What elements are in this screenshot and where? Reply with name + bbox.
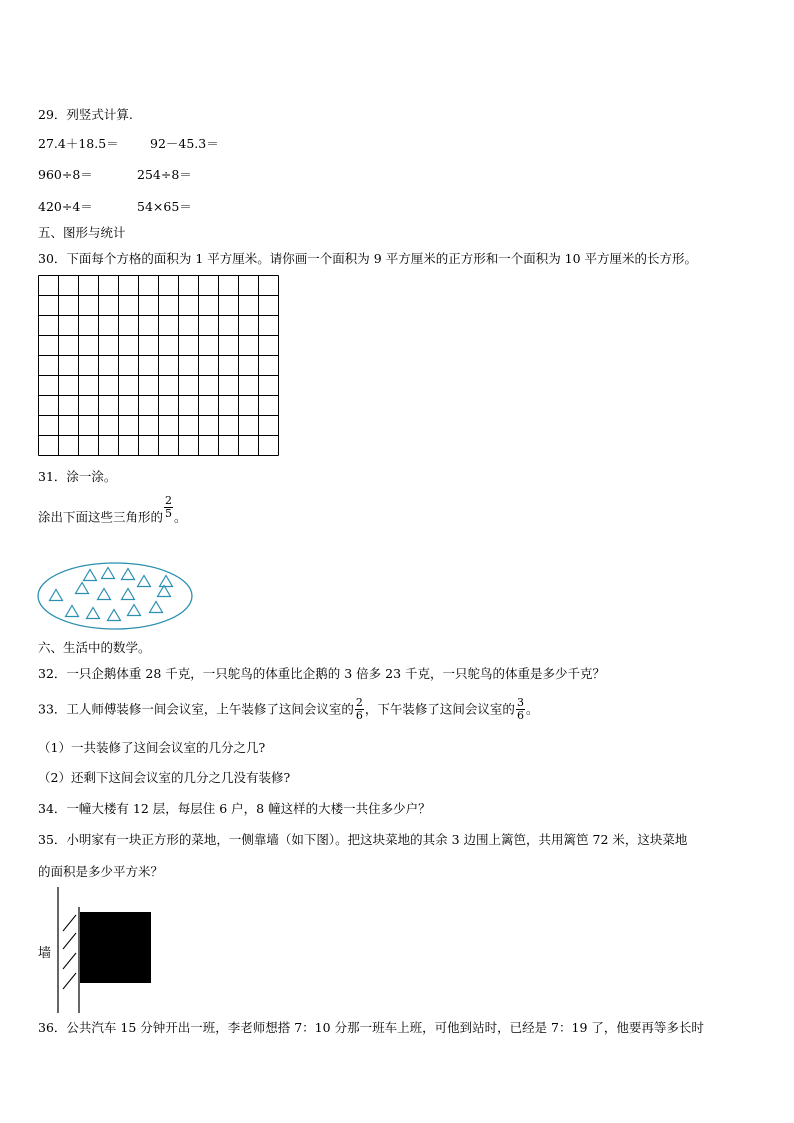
q30-text: 30．下面每个方格的面积为 1 平方厘米。请你画一个面积为 9 平方厘米的正方形和一个面积为 10 平方厘米的长方形。 bbox=[38, 251, 698, 266]
q31-fraction bbox=[164, 495, 173, 520]
q31-title: 31．涂一涂。 bbox=[38, 469, 117, 484]
q33-fraction-2 bbox=[516, 697, 525, 722]
section-5-heading: 五、图形与统计 bbox=[38, 225, 126, 240]
triangle-shape[interactable] bbox=[98, 589, 111, 600]
wall-hatch bbox=[63, 953, 76, 969]
wall-garden-figure bbox=[30, 887, 160, 1013]
triangle-shape[interactable] bbox=[122, 569, 135, 580]
q29-expr-3a: 420÷4＝ bbox=[38, 199, 93, 214]
q33-sub-2: （2）还剩下这间会议室的几分之几没有装修? bbox=[38, 770, 291, 785]
triangle-shape[interactable] bbox=[87, 608, 100, 619]
triangle-shape[interactable] bbox=[128, 605, 141, 616]
fraction-numerator: 3 bbox=[516, 696, 524, 709]
triangle-shape[interactable] bbox=[160, 576, 173, 587]
q33-fraction-1 bbox=[355, 697, 364, 722]
wall-label: 墙 bbox=[38, 946, 52, 961]
q29-expr-2b: 254÷8＝ bbox=[137, 167, 192, 182]
fraction-numerator: 2 bbox=[165, 494, 173, 507]
q32-text: 32．一只企鹅体重 28 千克，一只鸵鸟的体重比企鹅的 3 倍多 23 千克，一只鸵鸟的体重是多少千克？ bbox=[38, 666, 606, 681]
vegetable-garden-square bbox=[80, 912, 151, 983]
q29-expr-1a: 27.4＋18.5＝ bbox=[38, 136, 119, 151]
q33-text-2: ，下午装修了这间会议室的 bbox=[364, 701, 515, 717]
q29-expr-1b: 92－45.3＝ bbox=[150, 136, 219, 151]
q33-text-1: 33．工人师傅装修一间会议室，上午装修了这间会议室的 bbox=[38, 701, 354, 717]
triangles-oval bbox=[36, 561, 196, 633]
fraction-denominator: 6 bbox=[355, 709, 363, 722]
q31-text: 涂出下面这些三角形的 bbox=[38, 509, 164, 525]
q33-text-3: 。 bbox=[525, 701, 539, 717]
triangle-shape[interactable] bbox=[66, 606, 79, 617]
q33-sub-1: （1）一共装修了这间会议室的几分之几? bbox=[38, 740, 266, 755]
q33-text-line bbox=[38, 694, 538, 725]
q34-text: 34．一幢大楼有 12 层，每层住 6 户，8 幢这样的大楼一共住多少户？ bbox=[38, 801, 431, 816]
triangle-shape[interactable] bbox=[76, 583, 89, 594]
q29-expr-3b: 54×65＝ bbox=[137, 199, 192, 214]
fraction-denominator: 6 bbox=[516, 709, 524, 722]
q36-text: 36．公共汽车 15 分钟开出一班，李老师想搭 7：10 分那一班车上班，可他到站时，已经是 7：19 了，他要再等多长时 bbox=[38, 1020, 704, 1035]
triangle-shape[interactable] bbox=[158, 586, 171, 597]
wall-hatch bbox=[63, 933, 76, 949]
triangle-shape[interactable] bbox=[122, 589, 135, 600]
triangle-shape[interactable] bbox=[138, 576, 151, 587]
triangle-shape[interactable] bbox=[102, 568, 115, 579]
q35-text-2: 的面积是多少平方米？ bbox=[38, 864, 164, 879]
q29-expr-2a: 960÷8＝ bbox=[38, 167, 93, 182]
q35-text-1: 35．小明家有一块正方形的菜地，一侧靠墙（如下图）。把这块菜地的其余 3 边围上篱笆，共用篱笆 72 米，这块菜地 bbox=[38, 832, 688, 847]
fraction-denominator: 5 bbox=[165, 507, 173, 520]
q29-title: 29．列竖式计算. bbox=[38, 107, 133, 122]
triangle-shape[interactable] bbox=[84, 570, 97, 581]
triangle-shape[interactable] bbox=[108, 610, 121, 621]
triangle-shape[interactable] bbox=[150, 602, 163, 613]
q31-text-line bbox=[38, 494, 187, 530]
q31-end: 。 bbox=[174, 509, 187, 525]
triangle-shape[interactable] bbox=[50, 590, 63, 601]
wall-hatch bbox=[63, 915, 76, 931]
fraction-numerator: 2 bbox=[355, 696, 363, 709]
wall-hatch bbox=[63, 973, 76, 989]
section-6-heading: 六、生活中的数学。 bbox=[38, 640, 151, 655]
square-grid[interactable] bbox=[38, 275, 280, 457]
